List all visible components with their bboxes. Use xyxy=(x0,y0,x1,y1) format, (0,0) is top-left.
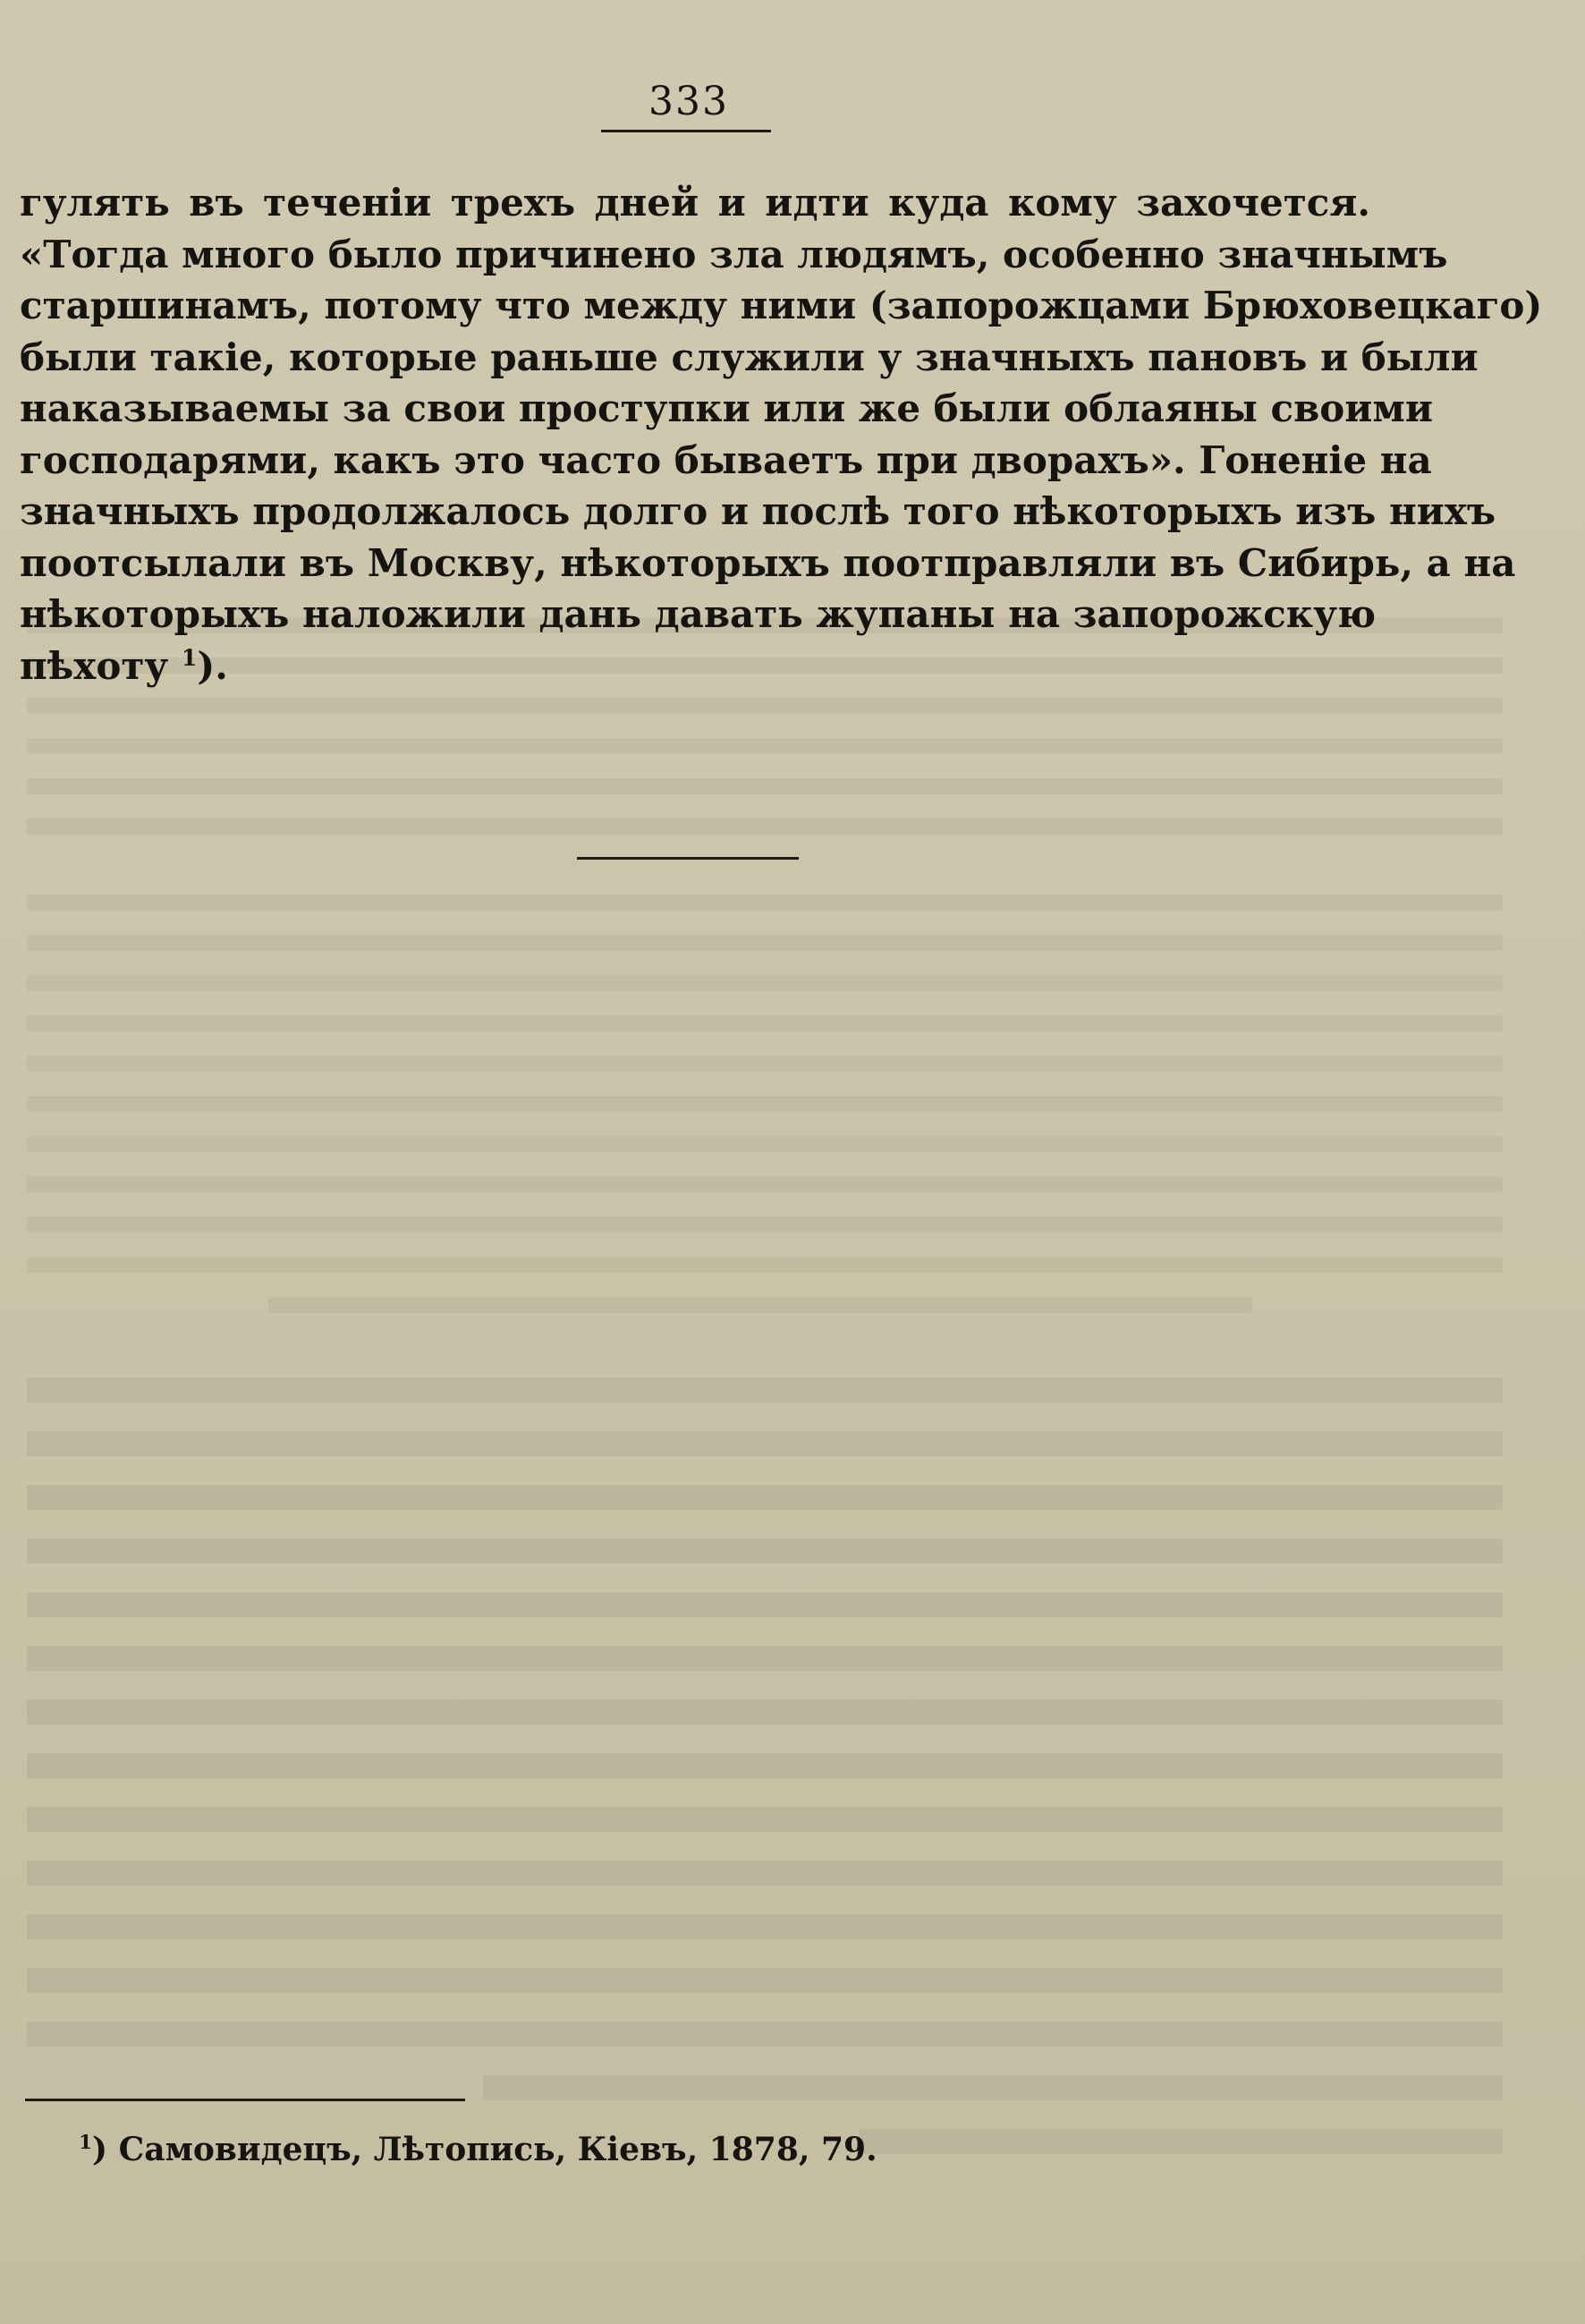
text-line: пѣхоту xyxy=(20,643,169,688)
text-line-last xyxy=(20,640,1370,692)
section-divider xyxy=(577,857,799,860)
text-line: были такіе, которые раньше служили у значныхъ пановъ и были xyxy=(20,335,1479,379)
body-paragraph xyxy=(20,177,1543,691)
text-line: поотсылали въ Москву, нѣкоторыхъ поотправляли въ Сибирь, а на xyxy=(20,540,1516,585)
text-line: наказываемы за свои проступки или же были облаяны своими xyxy=(20,386,1434,430)
header-rule xyxy=(601,130,771,132)
footnote-reference[interactable]: 1 xyxy=(181,643,198,671)
page-number: 333 xyxy=(648,79,729,124)
footnote xyxy=(79,2131,877,2168)
text-line: нѣкоторыхъ наложили дань давать жупаны на запорожскую xyxy=(20,592,1377,636)
text-line: «Тогда много было причинено зла людямъ, особенно значнымъ xyxy=(20,232,1448,276)
text-line-tail: ). xyxy=(197,643,228,688)
footnote-marker: 1 xyxy=(79,2132,93,2154)
text-line: гулять въ теченіи трехъ дней и идти куда кому захочется. xyxy=(20,181,1370,225)
footnote-text: ) Самовидецъ, Лѣтопись, Кіевъ, 1878, 79. xyxy=(92,2131,877,2168)
footnote-rule xyxy=(25,2099,465,2101)
text-line: старшинамъ, потому что между ними (запорожцами Брюховецкаго) xyxy=(20,284,1543,327)
text-line: господарями, какъ это часто бываетъ при дворахъ». Гоненіе на xyxy=(20,437,1432,482)
text-line: значныхъ продолжалось долго и послѣ того нѣкоторыхъ изъ нихъ xyxy=(20,489,1496,533)
